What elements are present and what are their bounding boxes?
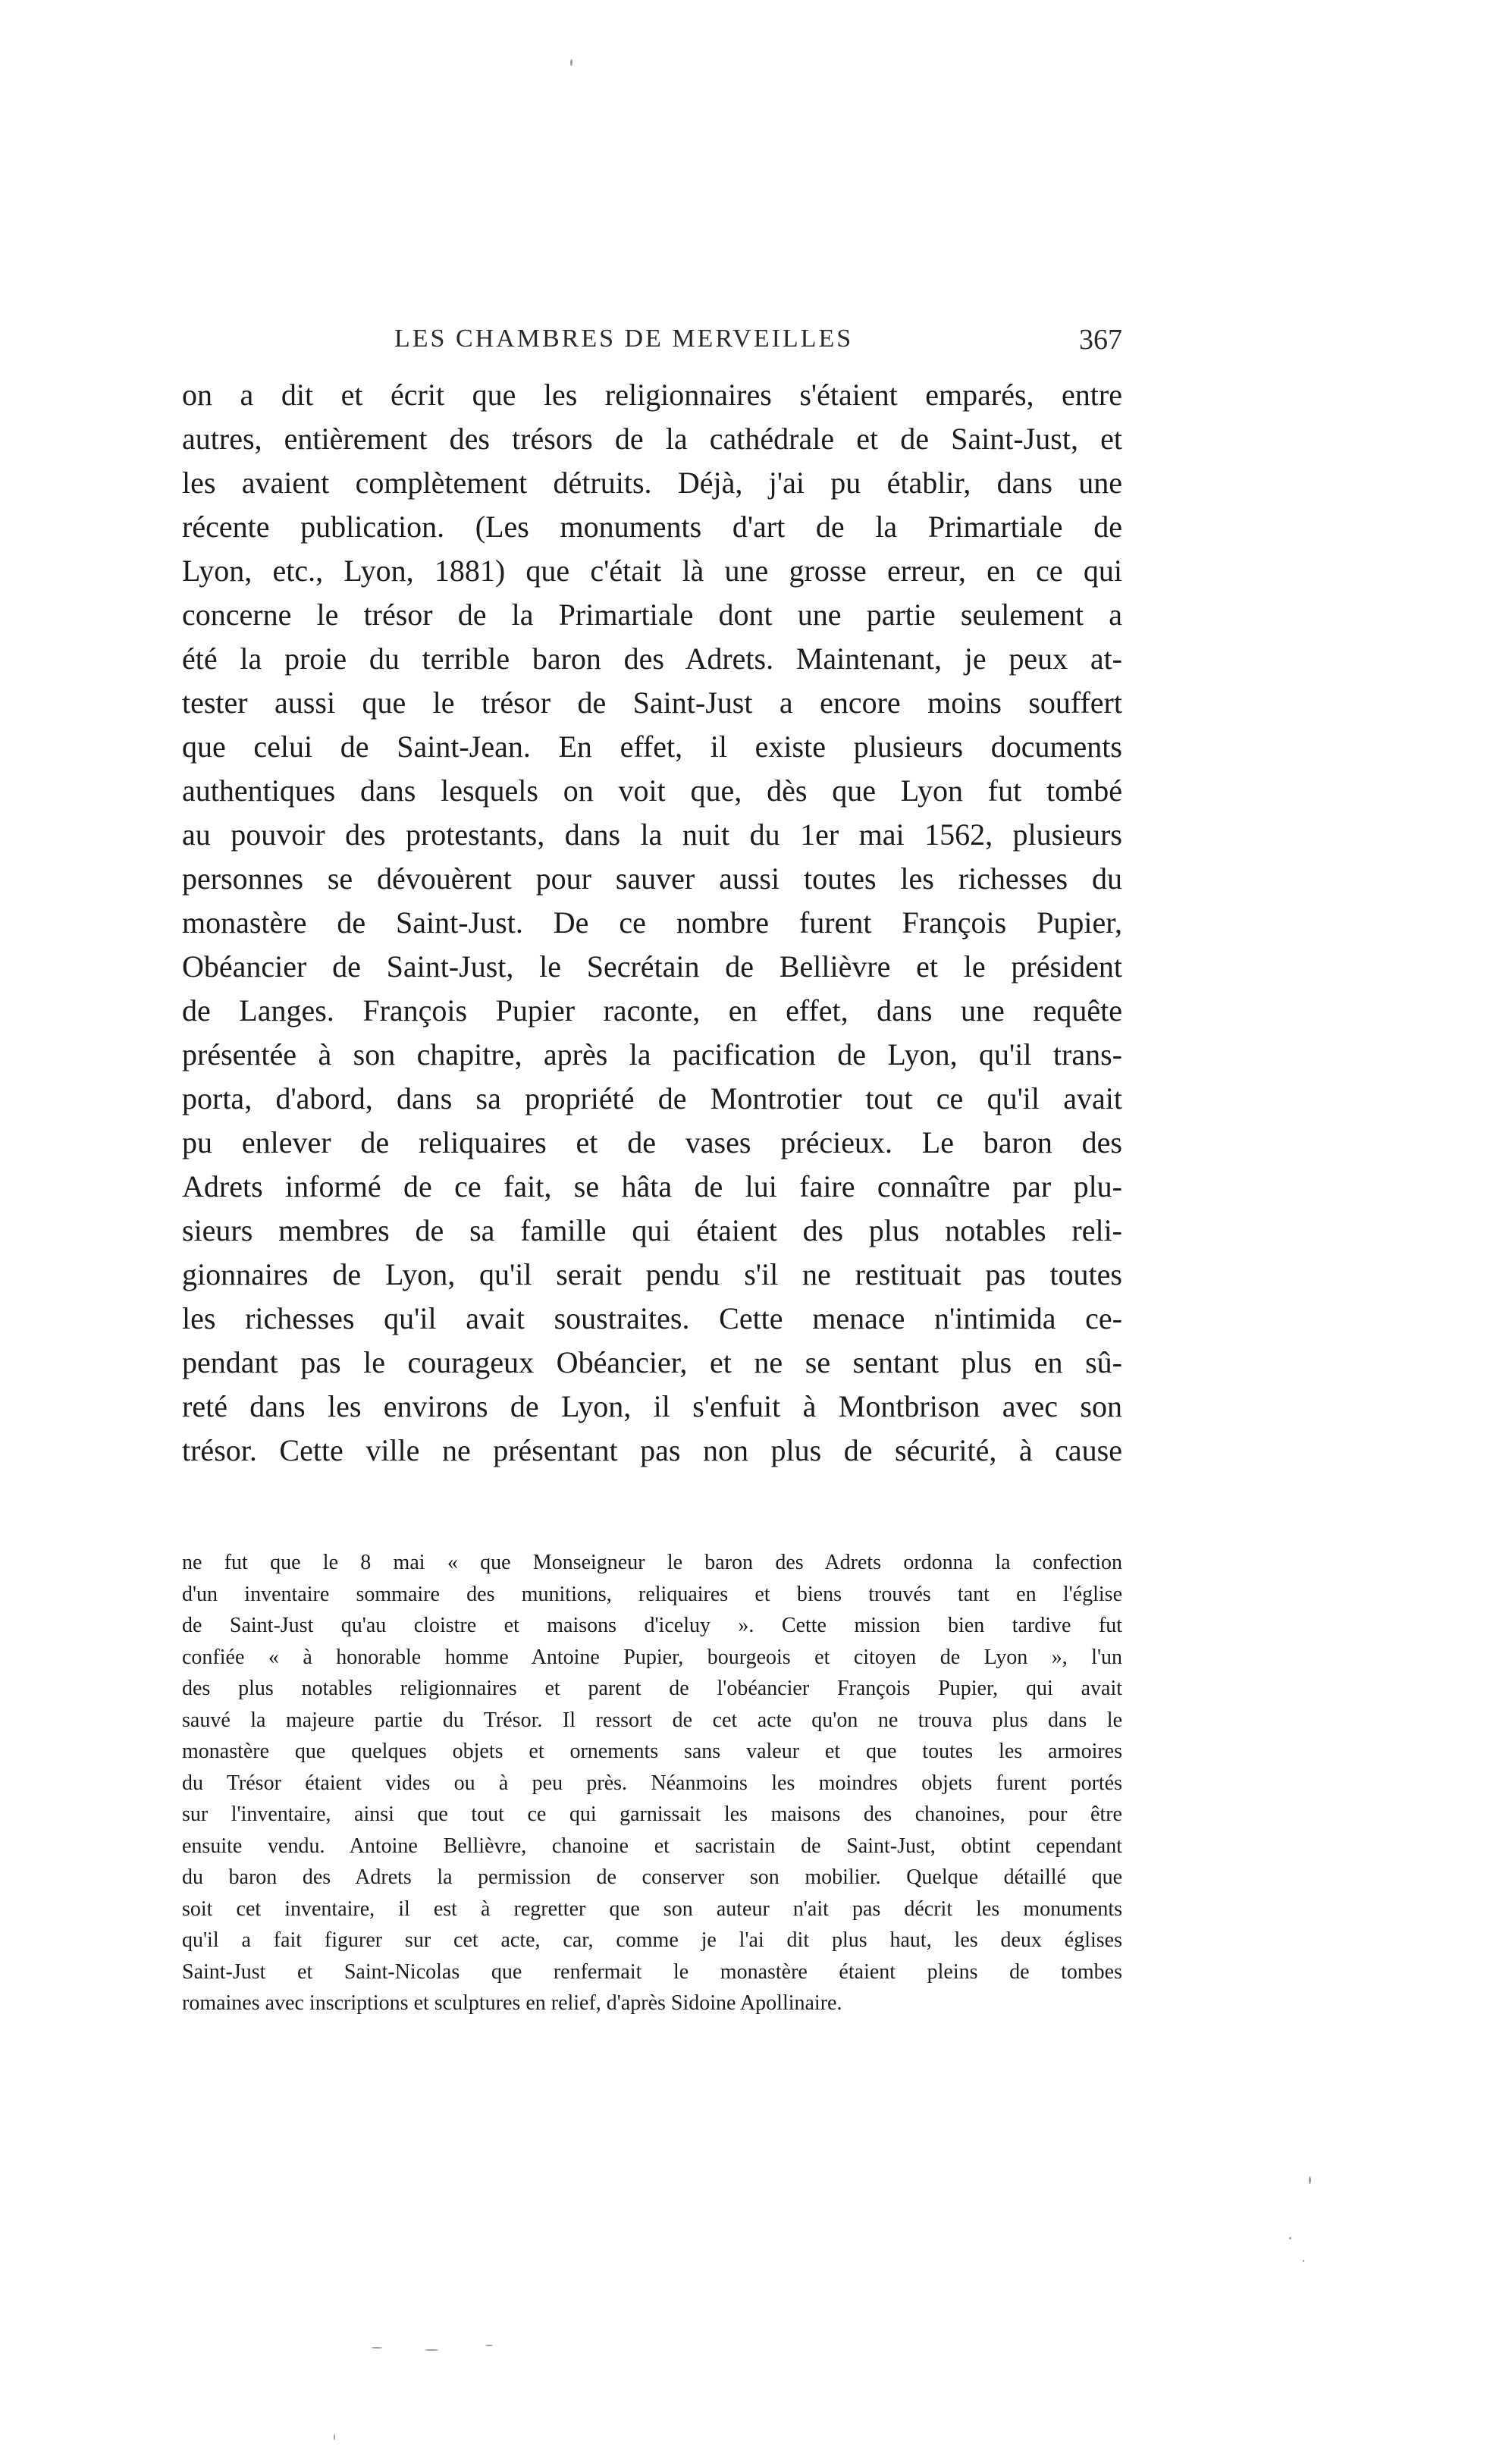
text-line: Lyon, etc., Lyon, 1881) que c'était là une grosse erreur, en ce qui [182, 554, 1122, 588]
main-text [182, 373, 1122, 1473]
footnote-line: confiée « à honorable homme Antoine Pupier, bourgeois et citoyen de Lyon », l'un [182, 1645, 1122, 1669]
text-line: porta, d'abord, dans sa propriété de Montrotier tout ce qu'il avait [182, 1081, 1122, 1115]
text-line: concerne le trésor de la Primartiale dont une partie seulement a [182, 598, 1122, 632]
footnote-line: ne fut que le 8 mai « que Monseigneur le baron des Adrets ordonna la confection [182, 1551, 1122, 1574]
running-head [182, 320, 1122, 366]
text-line: pendant pas le courageux Obéancier, et ne se sentant plus en sû- [182, 1345, 1122, 1379]
text-line: gionnaires de Lyon, qu'il serait pendu s'il ne restituait pas toutes [182, 1257, 1122, 1291]
text-line: récente publication. (Les monuments d'art de la Primartiale de [182, 510, 1122, 544]
scan-speck [372, 2347, 382, 2348]
footnote-line: ensuite vendu. Antoine Bellièvre, chanoine et sacristain de Saint-Just, obtint cependant [182, 1834, 1122, 1858]
footnote-line: du baron des Adrets la permission de conserver son mobilier. Quelque détaillé que [182, 1865, 1122, 1889]
footnote-line: romaines avec inscriptions et sculptures en relief, d'après Sidoine Apollinaire. [182, 1991, 842, 2015]
text-line: authentiques dans lesquels on voit que, dès que Lyon fut tombé [182, 773, 1122, 808]
footnote-line: qu'il a fait figurer sur cet acte, car, comme je l'ai dit plus haut, les deux églises [182, 1928, 1122, 1952]
text-line: tester aussi que le trésor de Saint-Just a encore moins souffert [182, 686, 1122, 720]
footnote-line: monastère que quelques objets et ornements sans valeur et que toutes les armoires [182, 1740, 1122, 1763]
scan-speck [570, 59, 572, 66]
text-line: Adrets informé de ce fait, se hâta de lui faire connaître par plu- [182, 1169, 1122, 1203]
text-line: pu enlever de reliquaires et de vases précieux. Le baron des [182, 1125, 1122, 1159]
text-line: on a dit et écrit que les religionnaires s'étaient emparés, entre [182, 378, 1122, 412]
footnote-line: des plus notables religionnaires et parent de l'obéancier François Pupier, qui avait [182, 1677, 1122, 1700]
text-line: de Langes. François Pupier raconte, en effet, dans une requête [182, 993, 1122, 1028]
footnote-line: sur l'inventaire, ainsi que tout ce qui garnissait les maisons des chanoines, pour être [182, 1803, 1122, 1826]
text-line: monastère de Saint-Just. De ce nombre furent François Pupier, [182, 905, 1122, 940]
footnote-block [182, 1547, 1122, 2019]
scan-speck [1289, 2237, 1291, 2239]
footnote-line: soit cet inventaire, il est à regretter que son auteur n'ait pas décrit les monuments [182, 1897, 1122, 1921]
text-line: Obéancier de Saint-Just, le Secrétain de Bellièvre et le président [182, 949, 1122, 984]
text-line: autres, entièrement des trésors de la cathédrale et de Saint-Just, et [182, 422, 1122, 456]
text-line: sieurs membres de sa famille qui étaient des plus notables reli- [182, 1213, 1122, 1247]
text-line: les richesses qu'il avait soustraites. Cette menace n'intimida ce- [182, 1301, 1122, 1335]
footnote-line: Saint-Just et Saint-Nicolas que renfermait le monastère étaient pleins de tombes [182, 1959, 1122, 1984]
text-line: au pouvoir des protestants, dans la nuit du 1er mai 1562, plusieurs [182, 817, 1122, 852]
scan-speck [425, 2349, 438, 2351]
text-line: que celui de Saint-Jean. En effet, il existe plusieurs documents [182, 729, 1122, 764]
text-line: été la proie du terrible baron des Adrets. Maintenant, je peux at- [182, 642, 1122, 676]
scan-speck [485, 2345, 493, 2346]
text-line: présentée à son chapitre, après la pacification de Lyon, qu'il trans- [182, 1037, 1122, 1071]
footnote-line: d'un inventaire sommaire des munitions, reliquaires et biens trouvés tant en l'église [182, 1582, 1122, 1606]
text-line: trésor. Cette ville ne présentant pas non plus de sécurité, à cause [182, 1433, 1122, 1467]
page-number: 367 [1079, 324, 1122, 356]
scan-speck [334, 2434, 335, 2440]
text-line: les avaient complètement détruits. Déjà, j'ai pu établir, dans une [182, 466, 1122, 500]
footnote-line: de Saint-Just qu'au cloistre et maisons d'iceluy ». Cette mission bien tardive fut [182, 1614, 1122, 1637]
scan-speck [1309, 2176, 1311, 2184]
text-line: personnes se dévouèrent pour sauver aussi toutes les richesses du [182, 861, 1122, 896]
footnote-line: du Trésor étaient vides ou à peu près. Néanmoins les moindres objets furent portés [182, 1771, 1122, 1795]
running-title: LES CHAMBRES DE MERVEILLES [394, 325, 854, 353]
text-line: reté dans les environs de Lyon, il s'enfuit à Montbrison avec son [182, 1389, 1122, 1423]
scan-speck [1303, 2260, 1304, 2262]
footnote-line: sauvé la majeure partie du Trésor. Il ressort de cet acte qu'on ne trouva plus dans le [182, 1708, 1122, 1732]
